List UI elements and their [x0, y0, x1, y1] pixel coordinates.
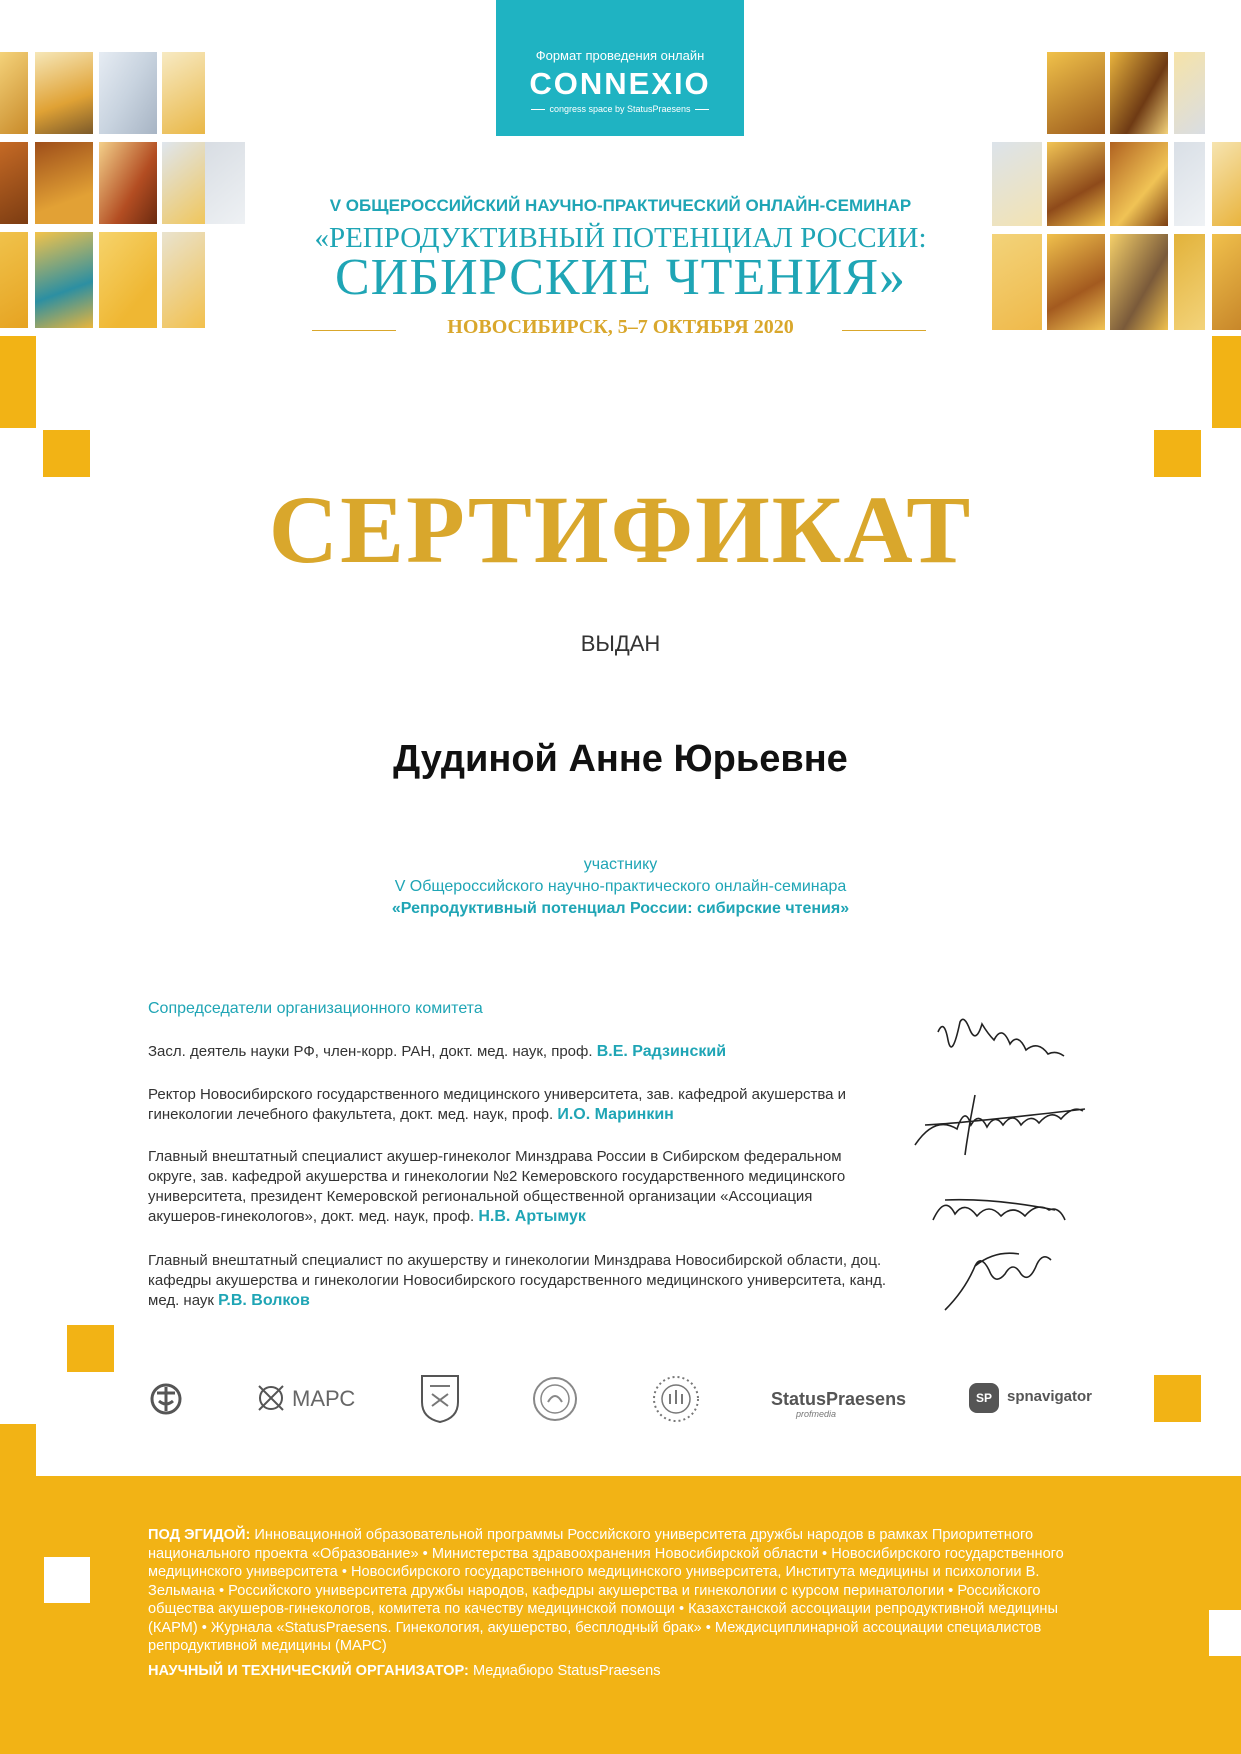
- footer-deco-square: [1209, 1610, 1241, 1656]
- organizer-heading: НАУЧНЫЙ И ТЕХНИЧЕСКИЙ ОРГАНИЗАТОР:: [148, 1663, 469, 1679]
- event-title-line1: «РЕПРОДУКТИВНЫЙ ПОТЕНЦИАЛ РОССИИ:: [314, 222, 927, 254]
- member-name: Р.В. Волков: [218, 1292, 310, 1309]
- committee-member: [148, 1251, 888, 1311]
- event-title-line2: СИБИРСКИЕ ЧТЕНИЯ»: [335, 249, 906, 306]
- committee-member: [148, 1147, 888, 1227]
- mars-logo-text: МАРС: [292, 1386, 356, 1411]
- member-name: И.О. Маринкин: [557, 1106, 674, 1123]
- signature-radzinsky: [930, 1010, 1070, 1070]
- statuspraesens-logo: StatusPraesens: [771, 1389, 907, 1409]
- novosibirsk-coat-of-arms-icon: [418, 1372, 462, 1424]
- member-name: В.Е. Радзинский: [596, 1043, 727, 1060]
- participant-event-title: «Репродуктивный потенциал России: сибирские чтения»: [391, 900, 850, 917]
- committee-member: [148, 1042, 888, 1062]
- statuspraesens-sub: profmedia: [796, 1409, 837, 1419]
- member-name: Н.В. Артымук: [478, 1208, 586, 1225]
- rudn-logo-icon: [147, 1383, 185, 1415]
- mars-logo-icon: [256, 1383, 286, 1413]
- patronage-text: [148, 1526, 1093, 1656]
- deco-square: [67, 1325, 114, 1372]
- signature-volkov: [935, 1240, 1065, 1320]
- footer-left-strip: [0, 1424, 36, 1754]
- badge-format-text: Формат проведения онлайн: [535, 48, 705, 63]
- deco-square: [1154, 1375, 1201, 1422]
- signature-marinkin: [905, 1085, 1095, 1165]
- society-emblem-icon: [651, 1374, 701, 1424]
- recipient-name: Дудиной Анне Юрьевне: [393, 738, 848, 780]
- university-seal-icon: [532, 1376, 578, 1422]
- footer-deco-square: [44, 1557, 90, 1603]
- badge-tagline: congress space by StatusPraesens: [496, 104, 744, 114]
- member-description: Ректор Новосибирского государственного медицинского университета, зав. кафедрой акушерства и гинекологии лечебного факультета, докт. мед. наук, проф.: [148, 1086, 847, 1123]
- spnavigator-badge-icon: SP: [969, 1383, 999, 1413]
- connexio-badge: [496, 0, 744, 136]
- event-subtitle: V ОБЩЕРОССИЙСКИЙ НАУЧНО-ПРАКТИЧЕСКИЙ ОНЛАЙН-СЕМИНАР: [329, 196, 912, 215]
- member-description: Главный внештатный специалист по акушерству и гинекологии Минздрава Новосибирской области, доц. кафедры акушерства и гинекологии Новосибирского государственного медицинского университета, канд. мед. наук: [148, 1252, 887, 1309]
- committee-member: [148, 1085, 888, 1125]
- patronage-heading: ПОД ЭГИДОЙ:: [148, 1527, 251, 1543]
- certificate-title: СЕРТИФИКАТ: [268, 476, 973, 583]
- committee-heading: Сопредседатели организационного комитета: [148, 1000, 483, 1017]
- spnavigator-logo: spnavigator: [1007, 1388, 1093, 1405]
- connexio-logo: CONNEXIO: [529, 66, 711, 101]
- date-rule-right: [842, 330, 926, 331]
- organizer-text: [148, 1663, 661, 1679]
- member-description: Засл. деятель науки РФ, член-корр. РАН, докт. мед. наук, проф.: [148, 1043, 597, 1060]
- member-description: Главный внештатный специалист акушер-гинеколог Минздрава России в Сибирском федеральном округе, зав. кафедрой акушерства и гинекологии №2 Кемеровского государственного медицинского университета, президент Кемеровской региональной общественной организации «Ассоциация акушеров-гинекологов», докт. мед. наук, проф.: [148, 1148, 846, 1225]
- event-date: НОВОСИБИРСК, 5–7 ОКТЯБРЯ 2020: [447, 316, 794, 338]
- participant-event: V Общероссийского научно-практического онлайн-семинара: [394, 878, 847, 895]
- signature-artymuk: [925, 1180, 1075, 1240]
- participant-label: участнику: [583, 856, 658, 873]
- issued-label: ВЫДАН: [580, 631, 661, 656]
- organizer-name: Медиабюро StatusPraesens: [472, 1663, 661, 1679]
- patronage-body: Инновационной образовательной программы Российского университета дружбы народов в рамках Приоритетного национального проекта «Образование» • Министерства здравоохранения Новосибирской области • Новосибирского государственного медицинского университета • Новосибирского государственного медицинского университета, Института медицины и психологии В. Зельмана • Российского университета дружбы народов, кафедры акушерства и гинекологии с курсом перинатологии • Российского общества акушеров-гинекологов, комитета по качеству медицинской помощи • Казахстанской ассоциации репродуктивной медицины (КАРМ) • Журнала «StatusPraesens. Гинекология, акушерство, бесплодный брак» • Междисциплинарной ассоциации специалистов репродуктивной медицины (МАРС): [148, 1527, 1064, 1654]
